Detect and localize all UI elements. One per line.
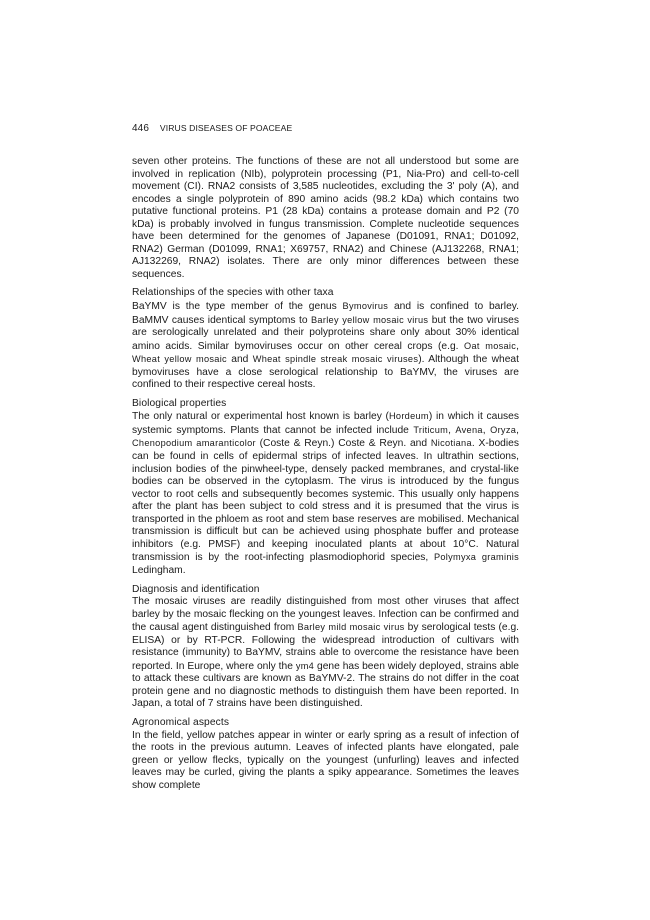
genus-name: Oryza xyxy=(490,424,517,435)
genus-name: Nicotiana xyxy=(430,438,472,449)
paragraph-relationships: BaYMV is the type member of the genus Bymovirus and is confined to barley. BaMMV causes identical symptoms to Barley yellow mosaic virus but the two viruses are serologically unrelated and their polyproteins share only about 30% identical amino acids. Similar bymoviruses occur on other cereal crops (e.g. Oat mosaic, Wheat yellow mosaic and Wheat spindle streak mosaic viruses). Although the wheat bymoviruses have a close serological relationship to BaYMV, the viruses are confined to their respective cereal hosts. xyxy=(132,301,520,391)
species-name: Wheat spindle streak mosaic viruses xyxy=(252,354,419,365)
running-title: VIRUS DISEASES OF POACEAE xyxy=(159,123,293,133)
page-number: 446 xyxy=(132,123,149,134)
genus-name: Bymovirus xyxy=(342,301,389,312)
heading-biological: Biological properties xyxy=(132,397,227,409)
species-name: Polymyxa graminis xyxy=(433,552,519,563)
paragraph-biological: The only natural or experimental host known is barley (Hordeum) in which it causes systemic symptoms. Plants that cannot be infected include Triticum, Avena, Oryza, Chenopodium amaranticolor (Coste & Reyn.) Coste & Reyn. and Nicotiana. X-bodies can be found in cells of epidermal strips of infected leaves. In ultrathin sections, inclusion bodies of the pinwheel-type, densely packed membranes, and crystal-like bodies can be observed in the cytoplasm. The virus is introduced by the fungus vector to root cells and subsequently becomes systemic. This usually only happens after the plant has been subject to cold stress and it is presumed that the virus is transported in the phloem as root and stem base reserves are mobilised. Mechanical transmission is difficult but can be achieved using phosphate buffer and protease inhibitors (e.g. PMSF) and keeping inoculated plants at about 10°C. Natural transmission is by the root-infecting plasmodiophorid species, Polymyxa graminis Ledingham. xyxy=(132,411,520,576)
genus-name: Triticum xyxy=(413,424,449,435)
paragraph-agronomical: In the field, yellow patches appear in winter or early spring as a result of infection of the roots in the previous autumn. Leaves of infected plants have elongated, pale green or yellow flecks, typically on the youngest (unfurling) leaves and infected leaves may be curled, giving the plants a spiky appearance. Sometimes the leaves show complete xyxy=(132,729,519,791)
heading-diagnosis: Diagnosis and identification xyxy=(132,583,260,595)
running-header xyxy=(132,123,292,134)
body-text xyxy=(132,156,519,792)
species-name: Barley mild mosaic virus xyxy=(297,622,405,633)
species-name: Oat mosaic xyxy=(464,340,517,351)
species-name: Chenopodium amaranticolor xyxy=(132,438,256,449)
genus-name: Avena xyxy=(455,424,483,435)
gene-name: ym4 xyxy=(295,660,315,671)
paragraph-diagnosis: The mosaic viruses are readily distinguished from most other viruses that affect barley by the mosaic flecking on the youngest leaves. Infection can be confirmed and the causal agent distinguished from Barley mild mosaic virus by serological tests (e.g. ELISA) or by RT-PCR. Following the widespread introduction of cultivars with resistance (immunity) to BaYMV, strains able to overcome the resistance have been reported. In Europe, where only the ym4 gene has been widely deployed, strains able to attack these cultivars are known as BaYMV-2. The strains do not differ in the coat protein gene and no diagnostic methods to distinguish them have been reported. In Japan, a total of 7 strains have been distinguished. xyxy=(132,596,519,710)
paragraph-genome: seven other proteins. The functions of these are not all understood but some are involved in replication (NIb), polyprotein processing (P1, Nia-Pro) and cell-to-cell movement (CI). RNA2 consists of 3,585 nucleotides, excluding the 3' poly (A), and encodes a single polyprotein of 890 amino acids (98.2 kDa) which contains two putative functional proteins. P1 (28 kDa) contains a protease domain and P2 (70 kDa) is probably involved in fungus transmission. Complete nucleotide sequences have been determined for the genomes of Japanese (D01091, RNA1; D01092, RNA2) German (D01099, RNA1; X69757, RNA2) and Chinese (AJ132268, RNA1; AJ132269, RNA2) isolates. There are only minor differences between these sequences. xyxy=(132,156,519,280)
heading-agronomical: Agronomical aspects xyxy=(132,716,230,728)
heading-relationships: Relationships of the species with other taxa xyxy=(132,287,334,299)
species-name: Barley yellow mosaic virus xyxy=(311,314,429,325)
species-name: Wheat yellow mosaic xyxy=(132,354,227,365)
genus-name: Hordeum xyxy=(388,411,429,422)
